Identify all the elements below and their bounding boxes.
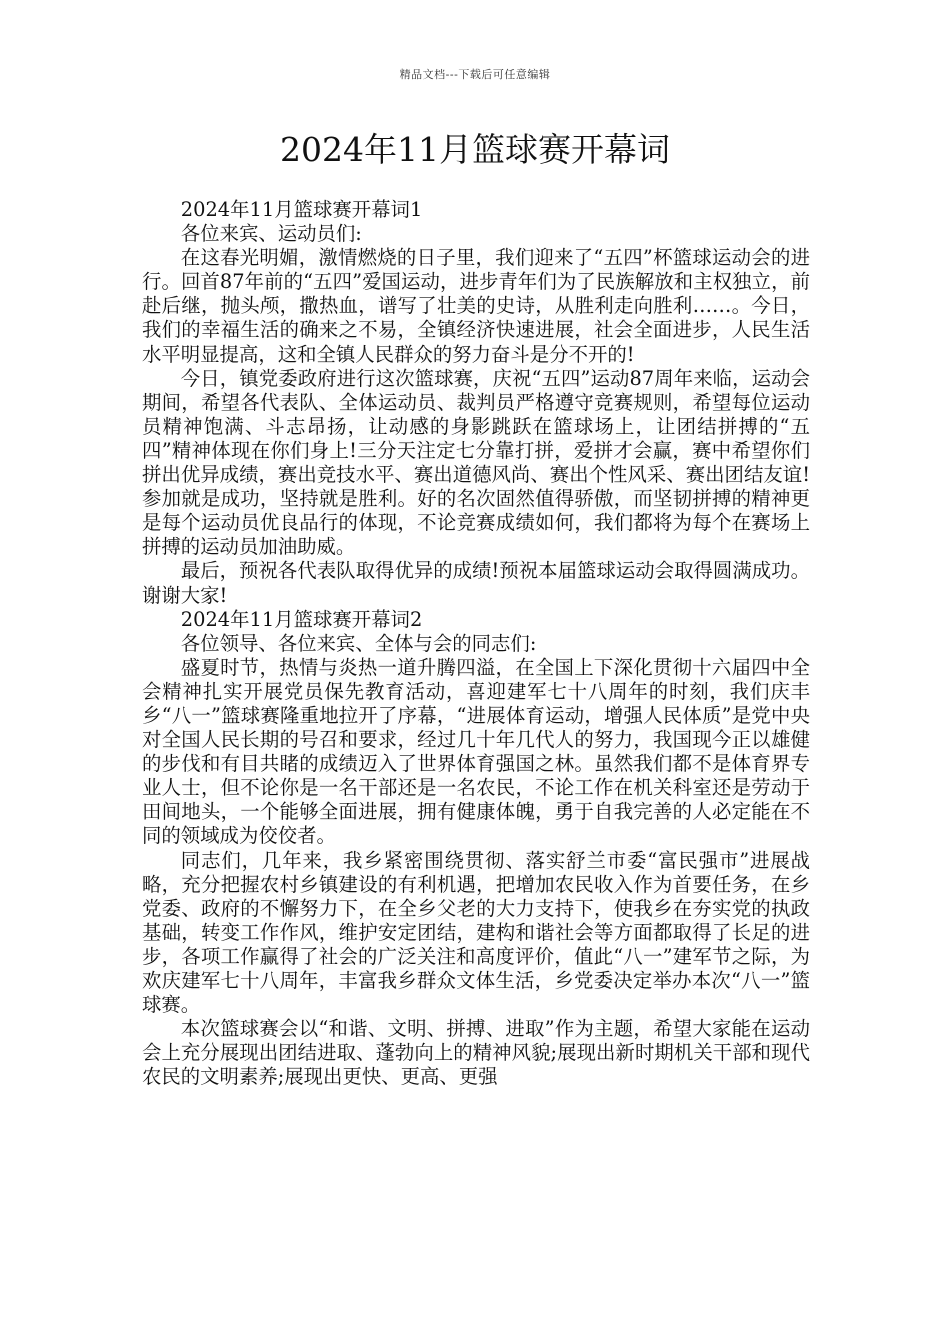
paragraph: 最后，预祝各代表队取得优异的成绩!预祝本届篮球运动会取得圆满成功。谢谢大家! — [142, 559, 810, 607]
paragraph-speech1-heading: 2024年11月篮球赛开幕词1 — [180, 198, 423, 221]
paragraph: 在这春光明媚，激情燃烧的日子里，我们迎来了“五四”杯篮球运动会的进行。回首87年前的“五四”爱国运动，进步青年们为了民族解放和主权独立，前赴后继，抛头颅，撒热血，谱写了壮美的史诗，从胜利走向胜利……。今日，我们的幸福生活的确来之不易，全镇经济快速进展，社会全面进步，人民生活水平明显提高，这和全镇人民群众的努力奋斗是分不开的! — [142, 246, 810, 366]
paragraph: 同志们，几年来，我乡紧密围绕贯彻、落实舒兰市委“富民强市”进展战略，充分把握农村乡镇建设的有利机遇，把增加农民收入作为首要任务，在乡党委、政府的不懈努力下，在全乡父老的大力支持下，使我乡在夯实党的执政基础，转变工作作风，维护安定团结，建构和谐社会等方面都取得了长足的进步，各项工作赢得了社会的广泛关注和高度评价，值此“八一”建军节之际，为欢庆建军七十八周年，丰富我乡群众文体生活，乡党委决定举办本次“八一”篮球赛。 — [142, 848, 810, 1017]
paragraph-speech2-heading: 2024年11月篮球赛开幕词2 — [180, 607, 423, 631]
paragraph: 盛夏时节，热情与炎热一道升腾四溢，在全国上下深化贯彻十六届四中全会精神扎实开展党员保先教育活动，喜迎建军七十八周年的时刻，我们庆丰乡“八一”篮球赛隆重地拉开了序幕，“进展体育运动，增强人民体质”是党中央对全国人民长期的号召和要求，经过几十年几代人的努力，我国现今正以雄健的步伐和有目共睹的成绩迈入了世界体育强国之林。虽然我们都不是体育界专业人士，但不论你是一名干部还是一名农民，不论工作在机关科室还是劳动于田间地头，一个能够全面进展，拥有健康体魄，勇于自我完善的人必定能在不同的领域成为佼佼者。 — [142, 655, 810, 848]
paragraph-speech2-salutation: 各位领导、各位来宾、全体与会的同志们: — [180, 631, 537, 655]
paragraph: 本次篮球赛会以“和谐、文明、拼搏、进取”作为主题，希望大家能在运动会上充分展现出团结进取、蓬勃向上的精神风貌;展现出新时期机关干部和现代农民的文明素养;展现出更快、更高、更强 — [142, 1017, 810, 1089]
paragraph: 今日，镇党委政府进行这次篮球赛，庆祝“五四”运动87周年来临，运动会期间，希望各代表队、全体运动员、裁判员严格遵守竞赛规则，希望每位运动员精神饱满、斗志昂扬，让动感的身影跳跃在篮球场上，让团结拼搏的“五四”精神体现在你们身上!三分天注定七分靠打拼，爱拼才会赢，赛中希望你们拼出优异成绩，赛出竞技水平、赛出道德风尚、赛出个性风采、赛出团结友谊!参加就是成功，坚持就是胜利。好的名次固然值得骄傲，而坚韧拼搏的精神更是每个运动员优良品行的体现，不论竞赛成绩如何，我们都将为每个在赛场上拼搏的运动员加油助威。 — [142, 366, 810, 559]
page-header: 精品文档---下载后可任意编辑 — [399, 68, 551, 81]
document-body — [142, 198, 810, 1089]
paragraph-speech1-salutation: 各位来宾、运动员们: — [180, 222, 362, 246]
document-title: 2024年11月篮球赛开幕词 — [280, 130, 670, 169]
